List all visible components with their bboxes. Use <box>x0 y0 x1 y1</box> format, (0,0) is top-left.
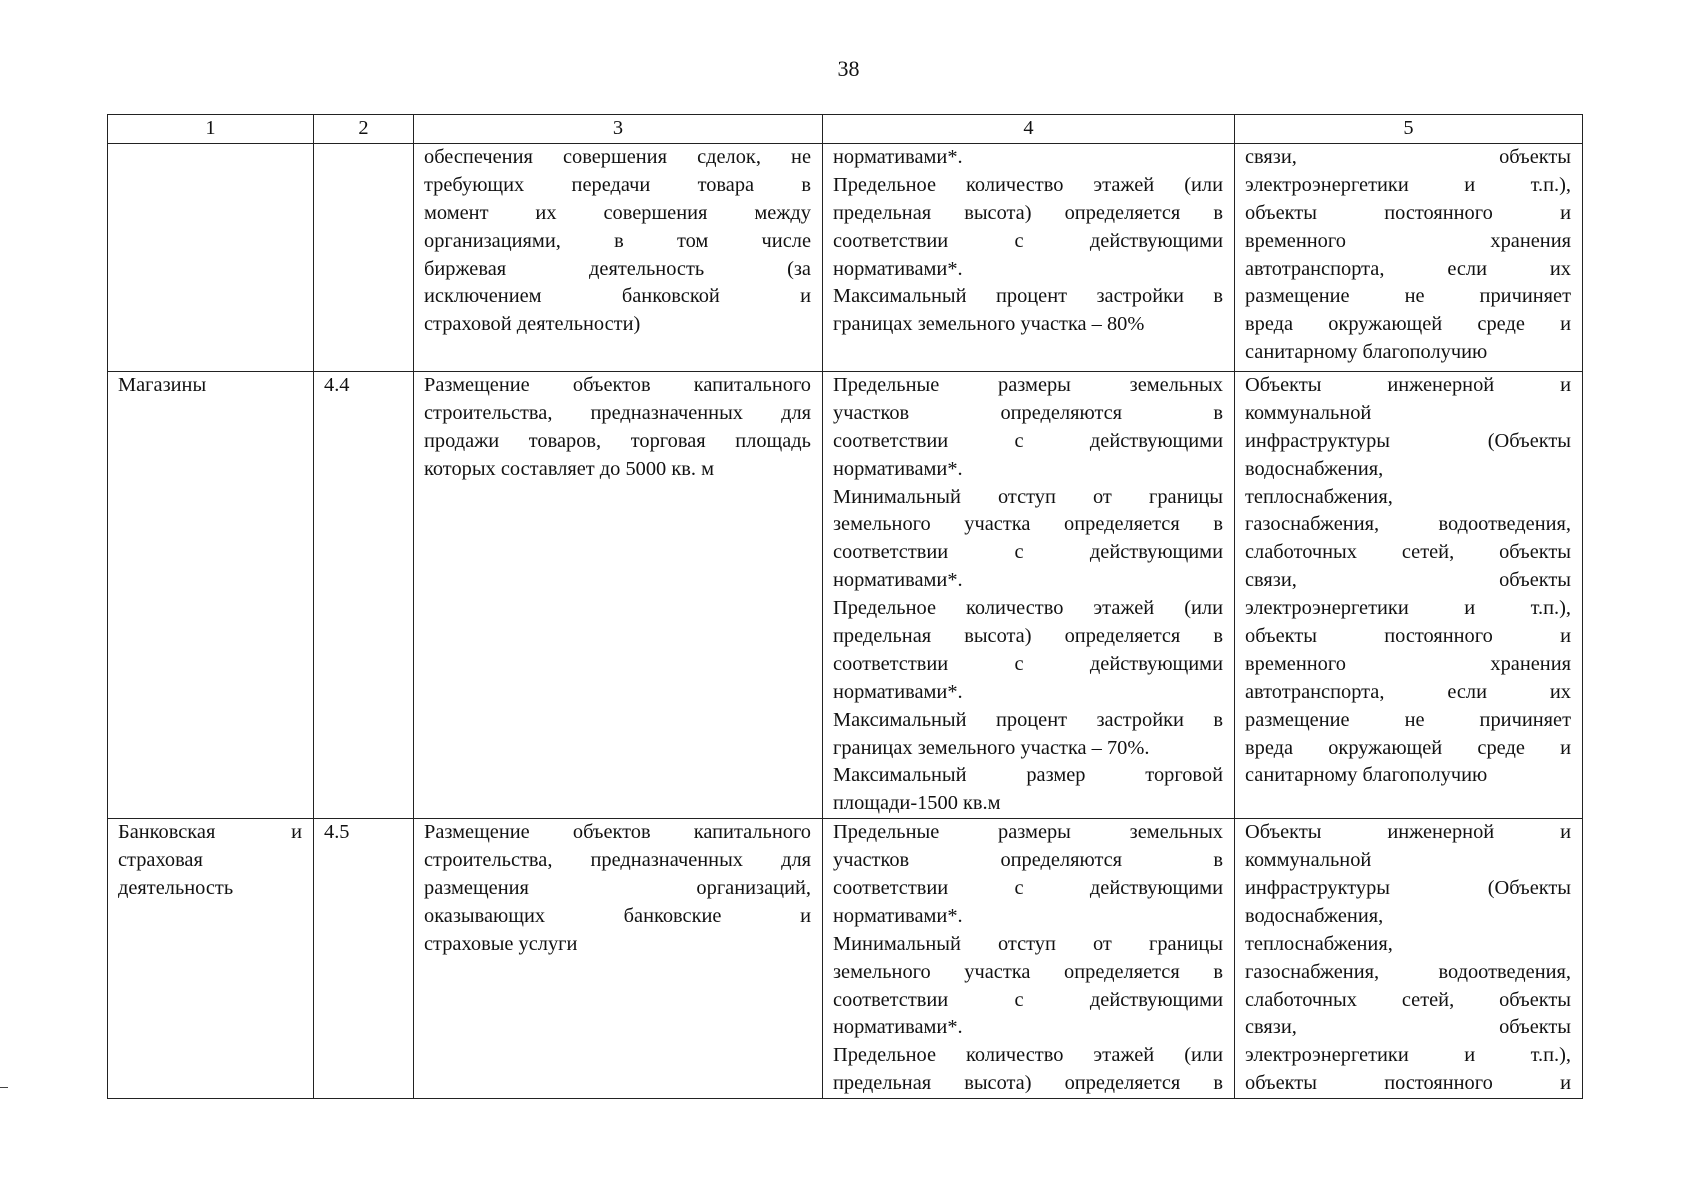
column-header-4: 4 <box>823 115 1235 144</box>
cell-text-line: соответствии с действующими <box>833 877 1223 900</box>
cell-text-line: соответствии с действующими <box>833 229 1223 252</box>
cell-text-line: соответствии с действующими <box>833 429 1223 452</box>
cell-text-line: Максимальный размер торговой <box>833 764 1223 787</box>
parameters-cell <box>823 819 1235 1099</box>
use-type-description-cell <box>414 819 823 1099</box>
cell-text-line: строительства, предназначенных для <box>424 849 811 872</box>
parameters-cell <box>823 144 1235 372</box>
use-type-code-cell <box>314 144 414 372</box>
cell-text-line: которых составляет до 5000 кв. м <box>424 457 714 480</box>
cell-text-line: земельного участка определяется в <box>833 513 1223 536</box>
cell-text-line: коммунальной <box>1245 401 1372 424</box>
use-type-description-cell <box>414 372 823 819</box>
scan-edge-mark <box>0 1087 8 1088</box>
cell-text-line: газоснабжения, водоотведения, <box>1245 960 1571 983</box>
cell-text-line: соответствии с действующими <box>833 988 1223 1011</box>
cell-text-line: электроэнергетики и т.п.), <box>1245 597 1571 620</box>
auxiliary-uses-cell <box>1235 372 1583 819</box>
cell-text-line: предельная высота) определяется в <box>833 625 1223 648</box>
cell-text-line: площади-1500 кв.м <box>833 792 1001 815</box>
cell-text-line: коммунальной <box>1245 849 1372 872</box>
cell-text-line: границах земельного участка – 70%. <box>833 736 1150 759</box>
cell-text-line: Максимальный процент застройки в <box>833 708 1223 731</box>
cell-text-line: санитарному благополучию <box>1245 341 1488 364</box>
column-header-2: 2 <box>314 115 414 144</box>
cell-text-line: размещение не причиняет <box>1245 285 1571 308</box>
cell-text-line: Размещение объектов капитального <box>424 374 811 396</box>
cell-text-line: Объекты инженерной и <box>1245 374 1571 396</box>
cell-text-line: вреда окружающей среде и <box>1245 736 1571 759</box>
cell-text-line: связи, объекты <box>1245 146 1571 168</box>
cell-text-line: Максимальный процент застройки в <box>833 285 1223 308</box>
cell-text-line: продажи товаров, торговая площадь <box>424 429 811 452</box>
cell-text-line: слаботочных сетей, объекты <box>1245 988 1571 1011</box>
cell-text-line: связи, объекты <box>1245 1016 1571 1039</box>
cell-text-line: слаботочных сетей, объекты <box>1245 541 1571 564</box>
cell-text-line: предельная высота) определяется в <box>833 201 1223 224</box>
cell-text-line: соответствии с действующими <box>833 541 1223 564</box>
cell-text-line: санитарному благополучию <box>1245 764 1488 787</box>
column-header-1: 1 <box>108 115 314 144</box>
cell-text-line: Предельное количество этажей (или <box>833 173 1223 196</box>
cell-text-line: водоснабжения, <box>1245 904 1384 927</box>
cell-text-line: исключением банковской и <box>424 285 811 308</box>
cell-text-line: страховая <box>118 849 203 872</box>
column-header-5: 5 <box>1235 115 1583 144</box>
use-type-name-cell <box>108 819 314 1099</box>
use-type-code: 4.5 <box>324 821 350 844</box>
cell-text-line: объекты постоянного и <box>1245 201 1571 224</box>
cell-text-line: Минимальный отступ от границы <box>833 932 1223 955</box>
cell-text-line: объекты постоянного и <box>1245 1072 1571 1095</box>
cell-text-line: границах земельного участка – 80% <box>833 313 1145 336</box>
use-type-name-cell <box>108 372 314 819</box>
cell-text-line: Минимальный отступ от границы <box>833 485 1223 508</box>
cell-text-line: автотранспорта, если их <box>1245 257 1571 280</box>
cell-text-line: Предельное количество этажей (или <box>833 1044 1223 1067</box>
cell-text-line: теплоснабжения, <box>1245 932 1393 955</box>
cell-text-line: газоснабжения, водоотведения, <box>1245 513 1571 536</box>
cell-text-line: Банковская и <box>118 821 302 844</box>
cell-text-line: размещение не причиняет <box>1245 708 1571 731</box>
cell-text-line: инфраструктуры (Объекты <box>1245 429 1571 452</box>
land-use-table <box>107 114 1583 1099</box>
cell-text-line: участков определяются в <box>833 401 1223 424</box>
cell-text-line: автотранспорта, если их <box>1245 680 1571 703</box>
cell-text-line: временного хранения <box>1245 229 1571 252</box>
cell-text-line: деятельность <box>118 877 234 900</box>
cell-text-line: инфраструктуры (Объекты <box>1245 877 1571 900</box>
cell-text-line: Магазины <box>118 374 207 396</box>
cell-text-line: вреда окружающей среде и <box>1245 313 1571 336</box>
column-header-3: 3 <box>414 115 823 144</box>
cell-text-line: электроэнергетики и т.п.), <box>1245 1044 1571 1067</box>
cell-text-line: нормативами*. <box>833 1016 963 1039</box>
cell-text-line: теплоснабжения, <box>1245 485 1393 508</box>
cell-text-line: объекты постоянного и <box>1245 625 1571 648</box>
cell-text-line: биржевая деятельность (за <box>424 257 811 280</box>
cell-text-line: нормативами*. <box>833 680 963 703</box>
cell-text-line: страховой деятельности) <box>424 313 641 336</box>
cell-text-line: участков определяются в <box>833 849 1223 872</box>
cell-text-line: соответствии с действующими <box>833 652 1223 675</box>
cell-text-line: строительства, предназначенных для <box>424 401 811 424</box>
table-row <box>108 819 1583 1099</box>
page-number: 38 <box>837 56 860 81</box>
use-type-code-cell <box>314 372 414 819</box>
cell-text-line: водоснабжения, <box>1245 457 1384 480</box>
cell-text-line: момент их совершения между <box>424 201 811 224</box>
cell-text-line: страховые услуги <box>424 932 578 955</box>
table-header-row <box>108 115 1583 144</box>
cell-text-line: временного хранения <box>1245 652 1571 675</box>
use-type-code-cell <box>314 819 414 1099</box>
cell-text-line: нормативами*. <box>833 904 963 927</box>
cell-text-line: Объекты инженерной и <box>1245 821 1571 844</box>
cell-text-line: нормативами*. <box>833 257 963 280</box>
cell-text-line: нормативами*. <box>833 146 963 168</box>
cell-text-line: предельная высота) определяется в <box>833 1072 1223 1095</box>
cell-text-line: требующих передачи товара в <box>424 173 811 196</box>
cell-text-line: нормативами*. <box>833 569 963 592</box>
auxiliary-uses-cell <box>1235 144 1583 372</box>
table-row <box>108 144 1583 372</box>
use-type-name-cell <box>108 144 314 372</box>
cell-text-line: размещения организаций, <box>424 877 811 900</box>
auxiliary-uses-cell <box>1235 819 1583 1099</box>
use-type-code: 4.4 <box>324 374 350 396</box>
cell-text-line: Предельные размеры земельных <box>833 374 1223 396</box>
cell-text-line: Предельное количество этажей (или <box>833 597 1223 620</box>
cell-text-line: обеспечения совершения сделок, не <box>424 146 811 168</box>
cell-text-line: Размещение объектов капитального <box>424 821 811 844</box>
cell-text-line: электроэнергетики и т.п.), <box>1245 173 1571 196</box>
cell-text-line: Предельные размеры земельных <box>833 821 1223 844</box>
cell-text-line: организациями, в том числе <box>424 229 811 252</box>
parameters-cell <box>823 372 1235 819</box>
use-type-description-cell <box>414 144 823 372</box>
cell-text-line: оказывающих банковские и <box>424 904 811 927</box>
table-row <box>108 372 1583 819</box>
cell-text-line: земельного участка определяется в <box>833 960 1223 983</box>
cell-text-line: нормативами*. <box>833 457 963 480</box>
cell-text-line: связи, объекты <box>1245 569 1571 592</box>
